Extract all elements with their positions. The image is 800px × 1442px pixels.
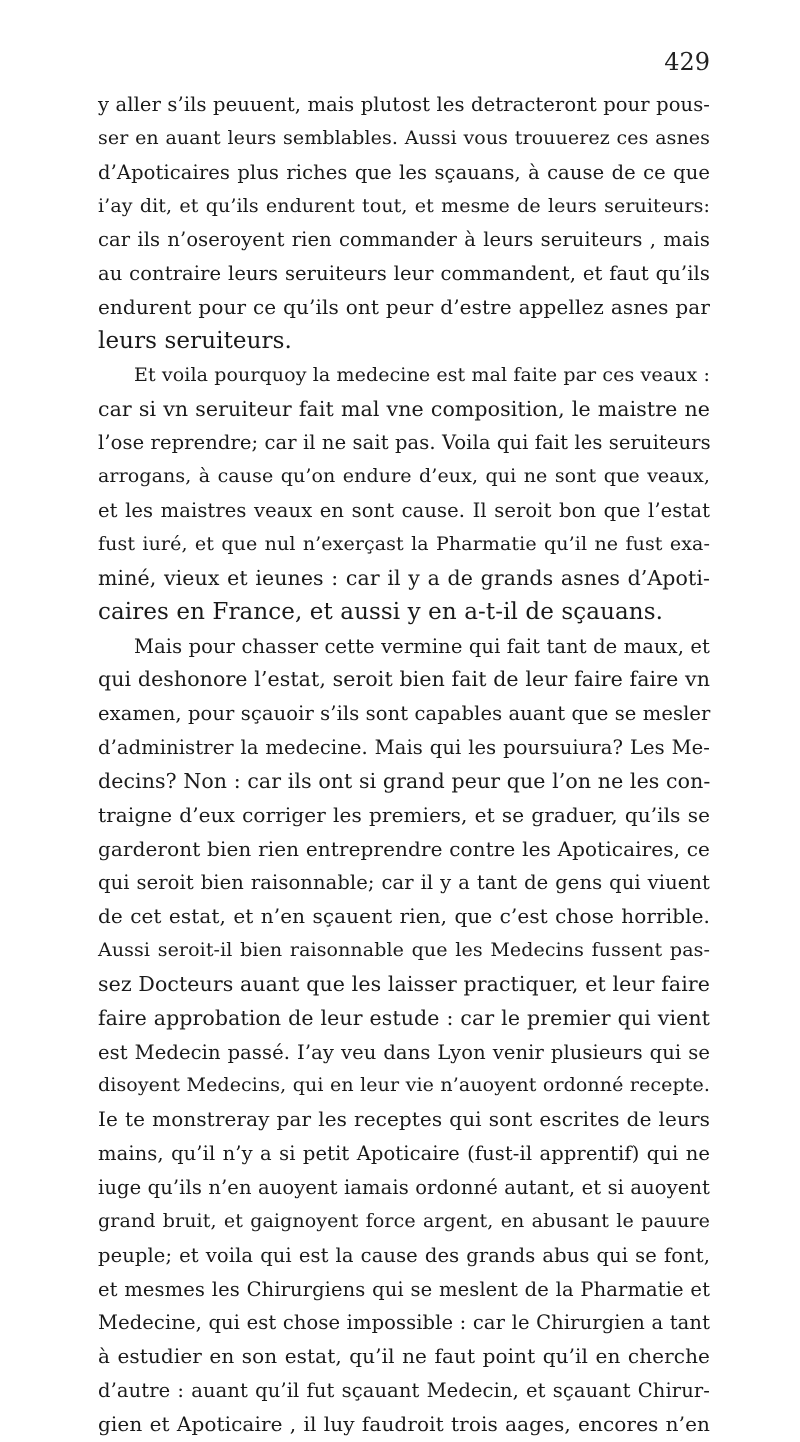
text-line: traigne d’eux corriger les premiers, et se graduer, qu’ils se	[98, 802, 710, 827]
text-line: faire approbation de leur estude : car le premier qui vient	[98, 1005, 710, 1030]
text-line: Ie te monstreray par les receptes qui sont escrites de leurs	[98, 1107, 710, 1132]
text-line: au contraire leurs seruiteurs leur commandent, et faut qu’ils	[98, 262, 710, 286]
text-line: sez Docteurs auant que les laisser practiquer, et leur faire	[98, 971, 710, 996]
text-line: ser en auant leurs semblables. Aussi vous trouuerez ces asnes	[98, 126, 710, 149]
text-line: et les maistres veaux en sont cause. Il seroit bon que l’estat	[98, 499, 710, 523]
page-number: 429	[664, 48, 710, 76]
text-line: qui deshonore l’estat, seroit bien fait de leur faire faire vn	[98, 667, 710, 692]
text-line: caires en France, et aussi y en a-t-il de sçauans.	[98, 598, 664, 625]
text-line: car ils n’oseroyent rien commander à leurs seruiteurs , mais	[98, 228, 710, 252]
text-line: Medecine, qui est chose impossible : car le Chirurgien a tant	[98, 1311, 710, 1335]
text-line: d’Apoticaires plus riches que les sçauans, à cause de ce que	[98, 160, 710, 184]
text-line: Et voila pourquoy la medecine est mal faite par ces veaux :	[134, 363, 710, 386]
text-line: arrogans, à cause qu’on endure d’eux, qui ne sont que veaux,	[98, 465, 710, 488]
text-line: endurent pour ce qu’ils ont peur d’estre appellez asnes par	[98, 295, 710, 320]
text-line: car si vn seruiteur fait mal vne composition, le maistre ne	[98, 396, 710, 421]
text-line: est Medecin passé. I’ay veu dans Lyon venir plusieurs qui se	[98, 1040, 710, 1064]
text-line: miné, vieux et ieunes : car il y a de grands asnes d’Apoti-	[98, 565, 710, 590]
text-line: Aussi seroit-il bien raisonnable que les Medecins fussent pas-	[98, 939, 710, 962]
text-line: l’ose reprendre; car il ne sait pas. Voila qui fait les seruiteurs	[98, 431, 711, 455]
text-line: y aller s’ils peuuent, mais plutost les detracteront pour pous-	[98, 93, 710, 116]
text-line: disoyent Medecins, qui en leur vie n’auoyent ordonné recepte.	[98, 1074, 710, 1097]
text-line: decins? Non : car ils ont si grand peur que l’on ne les con-	[98, 768, 711, 793]
text-line: Mais pour chasser cette vermine qui fait tant de maux, et	[134, 634, 710, 658]
text-line: garderont bien rien entreprendre contre les Apoticaires, ce	[98, 836, 710, 861]
text-line: à estudier en son estat, qu’il ne faut point qu’il en cherche	[98, 1344, 710, 1369]
text-line: iuge qu’ils n’en auoyent iamais ordonné autant, et si auoyent	[98, 1176, 710, 1199]
text-line: leurs seruiteurs.	[98, 327, 292, 354]
text-line: i’ay dit, et qu’ils endurent tout, et mesme de leurs seruiteurs:	[98, 194, 710, 217]
text-line: examen, pour sçauoir s’ils sont capables auant que se mesler	[98, 702, 711, 726]
text-line: fust iuré, et que nul n’exerçast la Pharmatie qu’il ne fust exa-	[98, 532, 710, 555]
text-line: peuple; et voila qui est la cause des grands abus qui se font,	[98, 1243, 710, 1267]
text-line: qui seroit bien raisonnable; car il y a tant de gens qui viuent	[98, 871, 710, 895]
text-line: grand bruit, et gaignoyent force argent, en abusant le pauure	[98, 1209, 710, 1232]
text-line: d’autre : auant qu’il fut sçauant Medecin, et sçauant Chirur-	[98, 1379, 710, 1403]
text-line: et mesmes les Chirurgiens qui se meslent de la Pharmatie et	[98, 1277, 710, 1301]
text-line: de cet estat, et n’en sçauent rien, que c’est chose horrible.	[98, 904, 710, 929]
text-line: d’administrer la medecine. Mais qui les poursuiura? Les Me-	[98, 736, 710, 760]
body-text	[98, 88, 710, 1442]
text-line: mains, qu’il n’y a si petit Apoticaire (fust-il apprentif) qui ne	[98, 1142, 710, 1166]
text-line: gien et Apoticaire , il luy faudroit trois aages, encores n’en	[98, 1411, 710, 1436]
